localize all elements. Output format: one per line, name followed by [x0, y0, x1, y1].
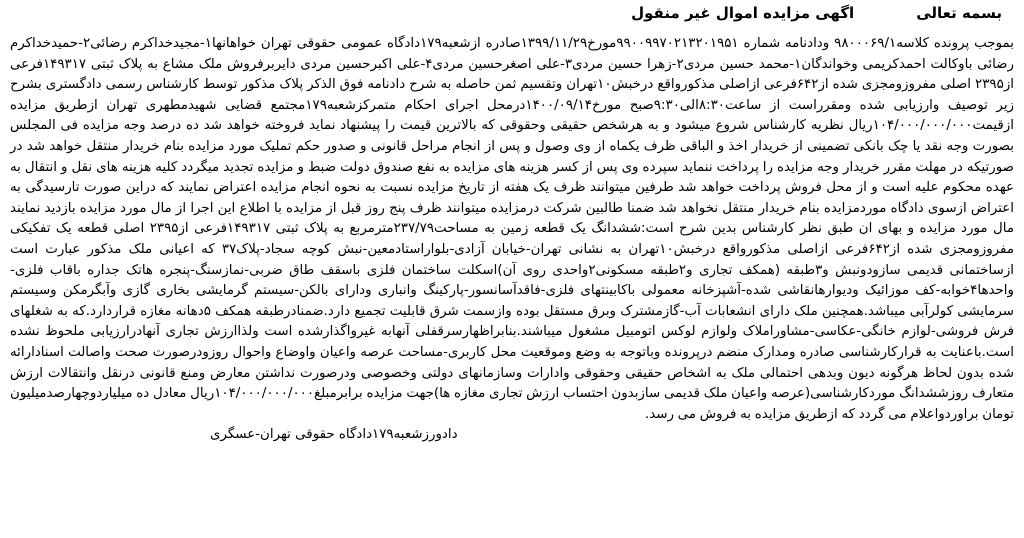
notice-header: [10, 4, 1014, 34]
notice-footer: [10, 425, 1014, 446]
notice-title: اگهی مزایده اموال غیر منقول: [631, 4, 855, 22]
basmala: بسمه تعالی: [916, 4, 1002, 22]
notice-body: بموجب پرونده کلاسه۹۸۰۰۰۶۹/۱ ودادنامه شماره ۹۹۰۰۹۹۷۰۲۱۳۲۰۱۹۵۱مورخ۱۳۹۹/۱۱/۲۹صادره ازشعبه۱۷۹دادگاه عمومی حقوقی تهران خواهانها۱-مجیدخداکرم رضائی۲-حمیدخداکرم رضائی باوکالت احمدکریمی وخواندگان۱-محمد حسین مردی۲-زهرا حسین مردی۳-علی اصغرحسین مردی۴-علی اکبرحسین مردی دایربرفروش ملک مشاع به پلاک ثبتی ۱۴۹۳۱۷فرعی از۲۳۹۵ اصلی مفروزومجزی شده از۶۴۲فرعی ازاصلی مذکورواقع درخبش۱۰تهران وتقسیم ثمن حاصله به شرح دادنامه فوق الذکر پلاک مذکور توسط کارشناس رسمی دادگستری بشرح زیر توصیف وارزیابی شده ومقرراست از ساعت۸:۳۰الی۹:۳۰صبح مورخ۱۴۰۰/۰۹/۱۴درمحل اجرای احکام متمرکزشعبه۱۷۹مجتمع قضایی شهیدمطهری تهران ازطریق مزایده ازقیمت۱۰۴/۰۰۰/۰۰۰/۰۰۰ریال نظریه کارشناس شروع میشود و به هرشخص حقیقی وحقوقی که بالاترین قیمت را پیشنهاد نماید فروخته خواهد شد ده درصد وجه مزایده فی المجلس بصورت وجه نقد یا چک بانکی تضمینی از خریدار اخذ و الباقی ظرف یکماه از وی وصول و پس از انجام مراحل قانونی و صدور حکم تملیک مورد مزایده بنام خریدار منتقل خواهد شد در صورتیکه در مهلت مقرر خریدار وجه مزایده را پرداخت ننماید سپرده وی پس از کسر هزینه های مزایده به نفع صندوق دولت ضبط و مزایده تجدید میگردد کلیه هزینه های نقل و انتقال به عهده محکوم علیه است و از محل فروش پرداخت خواهد شد طرفین میتوانند ظرف یک هفته از تاریخ مزایده نسبت به نحوه انجام مزایده اعتراض نمایند که دراین صورت تارسیدگی به اعتراض ازسوی دادگاه موردمزایده بنام خریدار منتقل نخواهد شد ضمنا طالبین شرکت درمزایده میتوانند ظرف پنج روز قبل از مزایده با اطلاع این اجرا از مال مورد مزایده بازدید نمایند مال مورد مزایده و بهای ان طبق نظر کارشناس بدین شرح است:ششدانگ یک قطعه زمین به مساحت۲۳۷/۷۹مترمربع به پلاک ثبتی ۱۴۹۳۱۷فرعی از۲۳۹۵ اصلی قطعه یک تفکیکی مفروزومجزی شده از۶۴۲فرعی ازاصلی مذکورواقع درخبش۱۰تهران به نشانی تهران-خیابان آزادی-بلواراستادمعین-نبش کوچه سجاد-پلاک۳۷ که اعیانی ملک مذکور عبارت است ازساختمانی قدیمی سازودونبش و۳طبقه (همکف تجاری و۲طبقه مسکونی۲واحدی روی آن)اسکلت ساختمان فلزی باسقف طاق ضربی-نمازسنگ-پنجره هاتک جداره باقاب فلزی-واحدها۴خوابه-کف موزائیک ودیوارهانقاشی شده-آشپزخانه معمولی باکابینتهای فلزی-فاقدآسانسور-پارکینگ وانباری ودارای بالکن-سیستم گرمایشی بخاری گازی وآبگرمکن وسیستم سرمایشی کولرآبی میباشد.همچنین ملک دارای انشعابات آب-گازمشترک وبرق مستقل بوده وازسمت شرق قابلیت تجمیع دارد.ضمنادرطبقه همکف ۵دهانه مغازه قراردارد.که به شغلهای فرش فروشی-لوازم خانگی-عکاسی-مشاوراملاک ولوازم لوکس اتومبیل مشغول میباشند.بنابراظهارسرقفلی آنهابه غیرواگذارشده است ولذاارزش تجاری آنهادرارزیابی ملحوظ نشده است.باعنایت به قرارکارشناسی صادره ومدارک منضم درپرونده وباتوجه به وضع وموقعیت محل کاربری-مساحت عرصه واعیان واوضاع واحوال روزودرصورت صحت واصالت اسنادارائه شده بدون لحاظ هرگونه دیون وبدهی احتمالی ملک به اشخاص حقیقی وحقوقی وادارات وسازمانهای دولتی وخصوصی ودرصورت نداشتن معارض ومنع قانونی درنقل وانتقالات ارزش متعارف روزششدانگ موردکارشناسی(عرصه واعیان ملک قدیمی سازبدون احتساب ارزش تجاری مغازه ها)جهت مزایده برابرمبلغ۱۰۴/۰۰۰/۰۰۰/۰۰۰ریال معادل ده میلیاردوچهارصدمیلیون تومان براوردواعلام می گردد که ازطریق مزایده به فروش می رسد.: [10, 36, 1015, 422]
signature-line: دادورزشعبه۱۷۹دادگاه حقوقی تهران-عسگری: [210, 427, 458, 443]
